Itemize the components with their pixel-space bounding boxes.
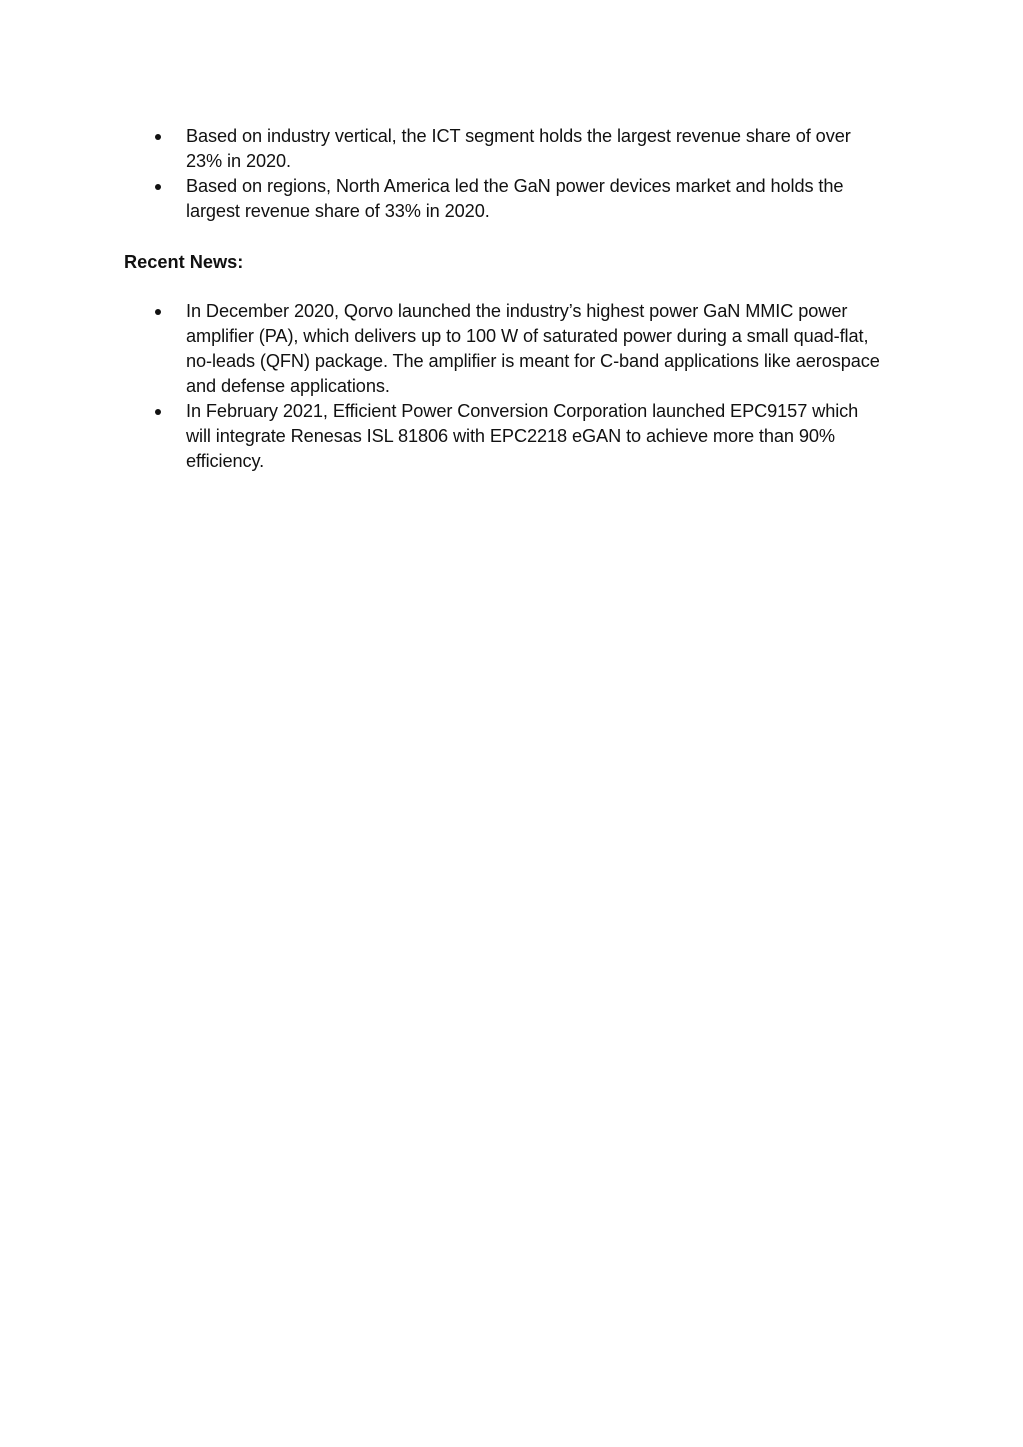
bullet-icon (155, 309, 161, 315)
list-item-text: In February 2021, Efficient Power Conversion Corporation launched EPC9157 which will integrate Renesas ISL 81806 with EPC2218 eGAN to achieve more than 90% efficiency. (186, 401, 859, 471)
recent-news-heading: Recent News: (124, 252, 244, 272)
bullet-icon (155, 134, 161, 140)
news-bullet-list (0, 299, 1023, 474)
list-item-text: Based on industry vertical, the ICT segment holds the largest revenue share of over 23% in 2020. (186, 126, 851, 171)
top-bullet-list (0, 124, 1023, 224)
bullet-icon (155, 184, 161, 190)
list-item (0, 399, 886, 474)
list-item (0, 299, 886, 399)
list-item-text: Based on regions, North America led the GaN power devices market and holds the largest revenue share of 33% in 2020. (186, 176, 844, 221)
list-item (0, 124, 886, 174)
bullet-icon (155, 409, 161, 415)
list-item (0, 174, 886, 224)
list-item-text: In December 2020, Qorvo launched the industry’s highest power GaN MMIC power amplifier (PA), which delivers up to 100 W of saturated power during a small quad-flat, no-leads (QFN) package. The amplifier is meant for C-band applications like aerospace and defense applications. (186, 301, 880, 396)
